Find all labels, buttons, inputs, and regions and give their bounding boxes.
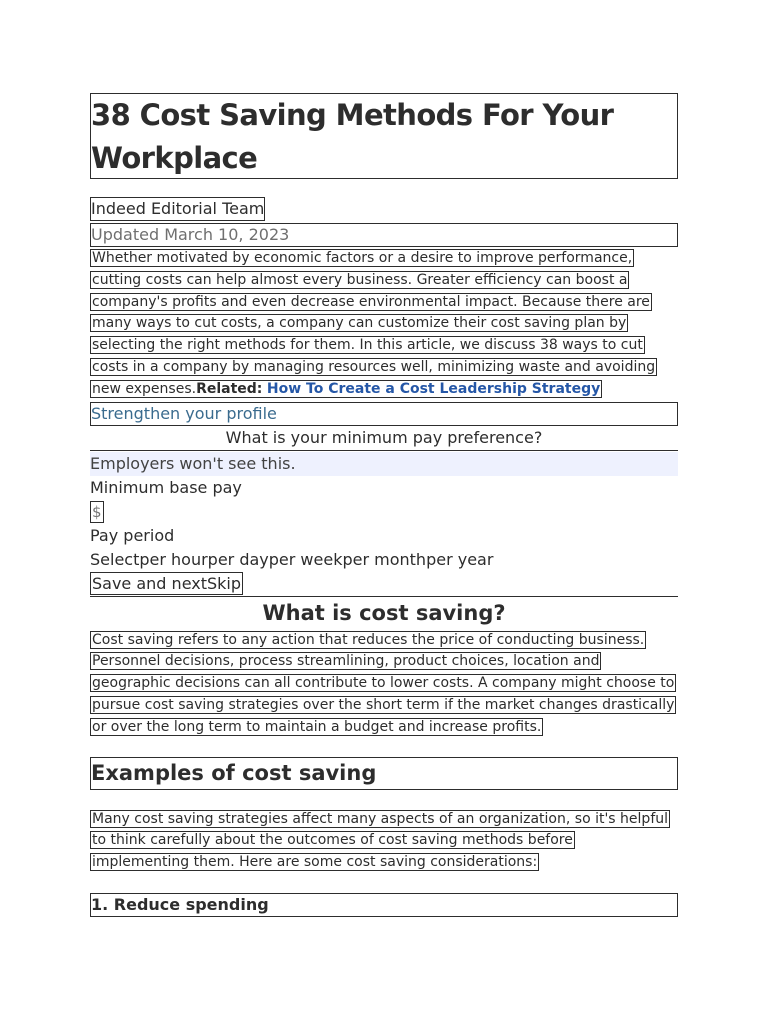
intro-line: new expenses. xyxy=(92,380,197,397)
min-pay-input[interactable]: $ xyxy=(92,502,102,521)
what-line: pursue cost saving strategies over the short term if the market changes drastically xyxy=(92,696,675,713)
author-byline[interactable]: Indeed Editorial Team xyxy=(90,197,265,221)
what-line: Personnel decisions, process streamlining, product choices, location and xyxy=(92,653,600,670)
related-label: Related: xyxy=(196,380,263,397)
examples-line: implementing them. Here are some cost saving considerations: xyxy=(92,854,538,871)
intro-line: cutting costs can help almost every business. Greater efficiency can boost a xyxy=(92,271,628,288)
updated-date: Updated March 10, 2023 xyxy=(90,223,678,247)
min-pay-label: Minimum base pay xyxy=(90,477,242,497)
page-title: 38 Cost Saving Methods For Your Workplace xyxy=(90,93,678,179)
examples-line: Many cost saving strategies affect many aspects of an organization, so it's helpful xyxy=(92,810,669,827)
strengthen-profile-link[interactable]: Strengthen your profile xyxy=(90,402,678,426)
section-heading-what-is-cost-saving: What is cost saving? xyxy=(262,600,506,625)
save-and-skip-buttons[interactable]: Save and nextSkip xyxy=(92,573,242,593)
what-paragraph xyxy=(90,630,678,739)
subheading-reduce-spending: 1. Reduce spending xyxy=(90,893,678,917)
section-heading-examples: Examples of cost saving xyxy=(90,757,678,790)
what-line: geographic decisions can all contribute to lower costs. A company might choose to xyxy=(92,675,675,692)
what-line: Cost saving refers to any action that reduces the price of conducting business. xyxy=(92,631,645,648)
related-article-link[interactable]: How To Create a Cost Leadership Strategy xyxy=(266,380,601,397)
examples-line: to think carefully about the outcomes of cost saving methods before xyxy=(92,832,573,849)
pay-period-label: Pay period xyxy=(90,525,175,545)
pay-period-select[interactable]: Selectper hourper dayper weekper monthper year xyxy=(90,549,494,569)
pay-preference-question: What is your minimum pay preference? xyxy=(90,427,678,451)
intro-line: Whether motivated by economic factors or a desire to improve performance, xyxy=(92,250,633,266)
intro-line: many ways to cut costs, a company can customize their cost saving plan by xyxy=(92,315,627,332)
article xyxy=(90,93,678,917)
examples-paragraph xyxy=(90,809,678,874)
intro-last-line xyxy=(90,380,602,398)
intro-paragraph xyxy=(90,248,678,401)
intro-line: costs in a company by managing resources well, minimizing waste and avoiding xyxy=(92,358,656,375)
privacy-notice: Employers won't see this. xyxy=(90,452,678,476)
intro-line: company's profits and even decrease environmental impact. Because there are xyxy=(92,293,650,310)
what-line: or over the long term to maintain a budget and increase profits. xyxy=(92,718,542,735)
intro-line: selecting the right methods for them. In this article, we discuss 38 ways to cut xyxy=(92,337,643,354)
